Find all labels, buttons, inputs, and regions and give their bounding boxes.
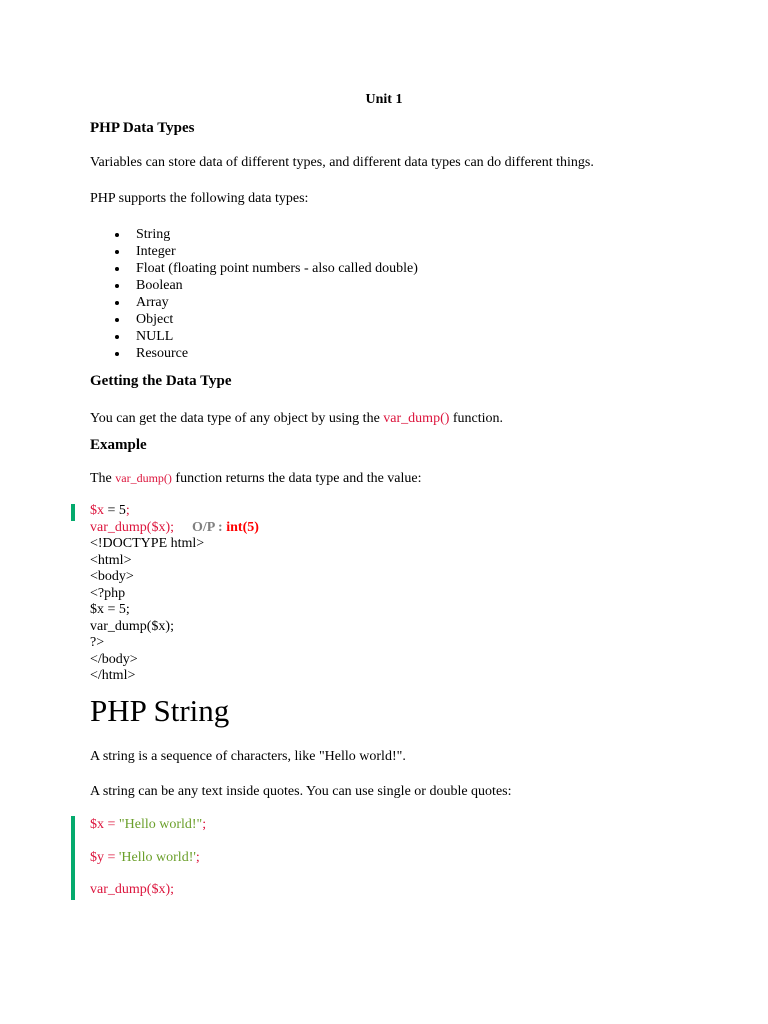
code-accent-bar	[71, 816, 75, 900]
var-dump-function-name: var_dump()	[115, 471, 172, 485]
output-label: O/P :	[192, 519, 227, 535]
code-line: <?php	[90, 585, 126, 601]
code-line: $x = 5;	[90, 602, 130, 617]
list-item: Integer	[136, 243, 418, 260]
code-line: <!DOCTYPE html>	[90, 536, 205, 551]
list-item: NULL	[136, 328, 418, 345]
list-item: Resource	[136, 345, 418, 362]
data-types-list	[90, 226, 418, 362]
var-dump-function-name: var_dump()	[383, 411, 450, 426]
code-line: $y = 'Hello world!';	[90, 850, 200, 865]
code-accent-bar	[71, 504, 75, 521]
unit-title: Unit 1	[365, 92, 403, 107]
code-line: </html>	[90, 668, 136, 683]
text-before: The	[90, 471, 116, 486]
example-paragraph	[90, 471, 422, 487]
var-dump-paragraph	[90, 411, 503, 427]
code-line: </body>	[90, 651, 138, 667]
code-line: ?>	[90, 635, 105, 650]
heading-php-string: PHP String	[90, 693, 230, 728]
list-item: Float (floating point numbers - also called double)	[136, 261, 418, 276]
text-after: function.	[449, 411, 504, 426]
list-item: Object	[136, 311, 418, 328]
output-value: int(5)	[226, 519, 259, 535]
text-after: function returns the data type and the value:	[171, 471, 422, 486]
heading-php-data-types: PHP Data Types	[90, 120, 195, 136]
intro-paragraph: Variables can store data of different types, and different data types can do different things.	[90, 155, 594, 170]
heading-example: Example	[90, 437, 147, 453]
code-line: var_dump($x); O/P : int(5)	[90, 519, 259, 535]
list-item: String	[136, 226, 418, 243]
text-before: You can get the data type of any object by using the	[90, 411, 384, 426]
code-block-1	[90, 503, 259, 685]
heading-getting-data-type: Getting the Data Type	[90, 373, 232, 389]
string-paragraph-1: A string is a sequence of characters, like "Hello world!".	[90, 749, 406, 764]
code-line: <html>	[90, 552, 132, 568]
code-line: $x = 5;	[90, 503, 130, 518]
list-item: Array	[136, 294, 418, 311]
code-line: var_dump($x);	[90, 618, 174, 634]
code-line: var_dump($x);	[90, 882, 174, 897]
list-item: Boolean	[136, 277, 418, 294]
code-line: <body>	[90, 569, 134, 584]
code-line: $x = "Hello world!";	[90, 817, 207, 832]
supports-paragraph: PHP supports the following data types:	[90, 191, 309, 206]
string-paragraph-2: A string can be any text inside quotes. You can use single or double quotes:	[90, 784, 512, 799]
